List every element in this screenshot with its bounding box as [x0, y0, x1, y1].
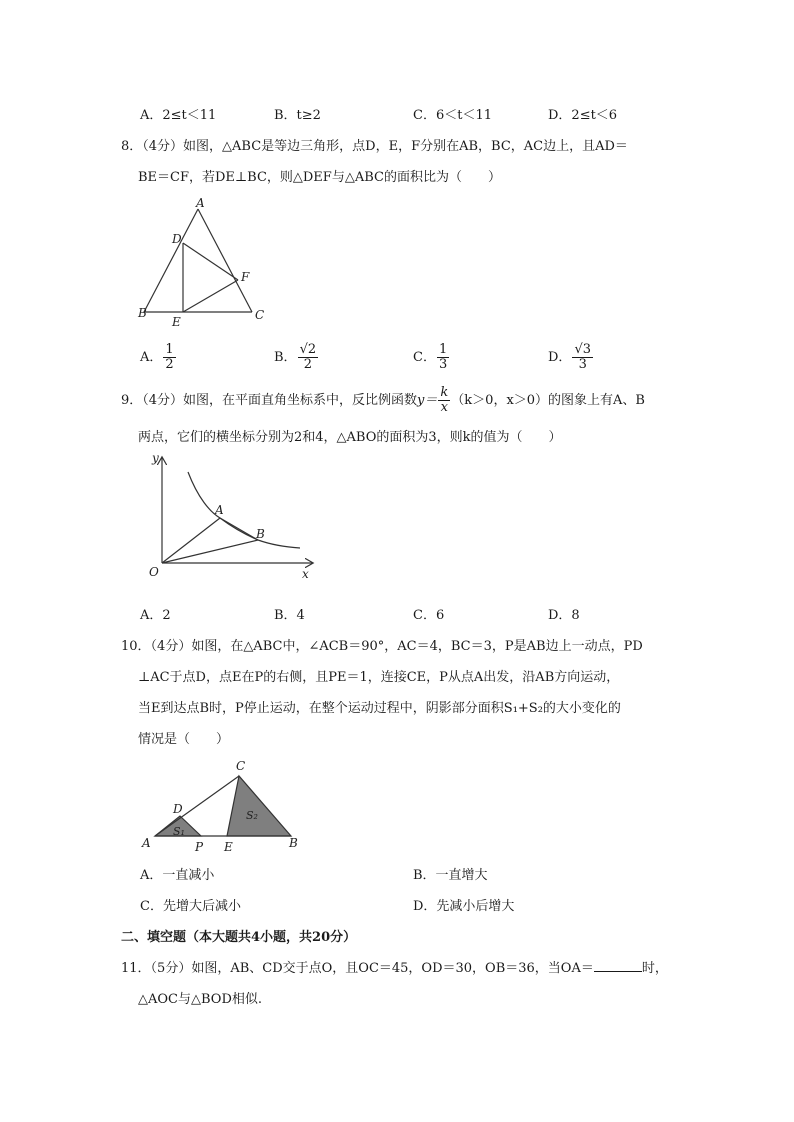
q8-stem-line2: BE＝CF，若DE⊥BC，则△DEF与△ABC的面积比为（ ）: [138, 170, 501, 185]
q9-option-c: C．6: [413, 608, 445, 623]
q9-option-b: B．4: [274, 608, 305, 623]
q9-option-d: D．8: [548, 608, 580, 623]
label-a: A: [215, 503, 224, 517]
q9-stem-line1: 9．（4分）如图，在平面直角坐标系中，反比例函数y＝ $\frac{k}{x}$ （k＞0，x＞0）的图象上有A、B: [121, 385, 645, 415]
label-b: B: [256, 527, 265, 541]
q8-option-c: C． $\frac{1}{3}$: [413, 342, 448, 372]
side-ac: [198, 209, 252, 312]
q7-option-b: B．t≥2: [274, 108, 321, 123]
label-d: D: [173, 802, 183, 816]
segment-ef: [183, 280, 238, 312]
side-ac: [155, 776, 239, 836]
q10-option-c: C．先增大后减小: [140, 899, 241, 914]
q8-figure: [130, 195, 280, 330]
label-e: E: [172, 315, 181, 329]
side-ab: [144, 209, 198, 312]
q9-option-a: A．2: [140, 608, 171, 623]
label-b: B: [138, 306, 147, 320]
q10-stem-line1: 10．（4分）如图，在△ABC中，∠ACB＝90°，AC＝4，BC＝3，P是AB边上一动点，PD: [121, 639, 643, 654]
q7-option-d: D．2≤t＜6: [548, 108, 618, 123]
label-b: B: [289, 836, 298, 850]
label-e: E: [224, 840, 233, 854]
q10-option-d: D．先减小后增大: [413, 899, 515, 914]
q10-option-b: B．一直增大: [413, 868, 488, 883]
section-heading: 二、填空题（本大题共4小题，共20分）: [121, 930, 357, 945]
label-s2: S₂: [246, 809, 258, 822]
q10-stem-line2: ⊥AC于点D，点E在P的右侧，且PE＝1，连接CE，P从点A出发，沿AB方向运动，: [138, 670, 620, 685]
q8-stem-line1: 8．（4分）如图，△ABC是等边三角形，点D，E，F分别在AB，BC，AC边上，且AD＝: [121, 139, 628, 154]
q10-stem-line4: 情况是（ ）: [138, 732, 230, 747]
q8-option-a: A． $\frac{1}{2}$: [140, 342, 174, 372]
label-a: A: [142, 836, 151, 850]
label-y: y: [152, 451, 159, 465]
shaded-region-s2: [227, 776, 291, 836]
label-c: C: [255, 308, 265, 322]
q9-figure: [140, 450, 320, 585]
label-x: x: [302, 567, 309, 581]
label-a: A: [196, 196, 205, 210]
label-d: D: [172, 232, 182, 246]
segment-df: [183, 243, 238, 280]
q7-option-c: C．6＜t＜11: [413, 108, 492, 123]
q10-figure: [135, 757, 310, 854]
hyperbola-curve: [188, 472, 300, 548]
q8-option-d: D． $\frac{√3}{3}$: [548, 342, 591, 372]
q11-stem-line2: △AOC与△BOD相似.: [138, 992, 262, 1007]
q9-stem-line2: 两点，它们的横坐标分别为2和4，△ABO的面积为3，则k的值为（ ）: [138, 430, 562, 445]
q11-stem-line1: 11．（5分）如图，AB、CD交于点O，且OC＝45，OD＝30，OB＝36，当OA＝ 时，: [121, 961, 668, 976]
segment-ab: [220, 518, 258, 540]
q10-stem-line3: 当E到达点B时，P停止运动，在整个运动过程中，阴影部分面积S₁+S₂的大小变化的: [138, 701, 621, 716]
q8-option-b: B． $\frac{√2}{2}$: [274, 342, 317, 372]
label-p: P: [195, 840, 204, 854]
label-f: F: [241, 270, 250, 284]
label-s1: S₁: [173, 825, 185, 838]
q10-option-a: A．一直减小: [140, 868, 215, 883]
q7-option-a: A．2≤t＜11: [140, 108, 217, 123]
label-c: C: [236, 759, 246, 773]
label-o: O: [149, 565, 159, 579]
answer-blank[interactable]: [594, 959, 642, 972]
